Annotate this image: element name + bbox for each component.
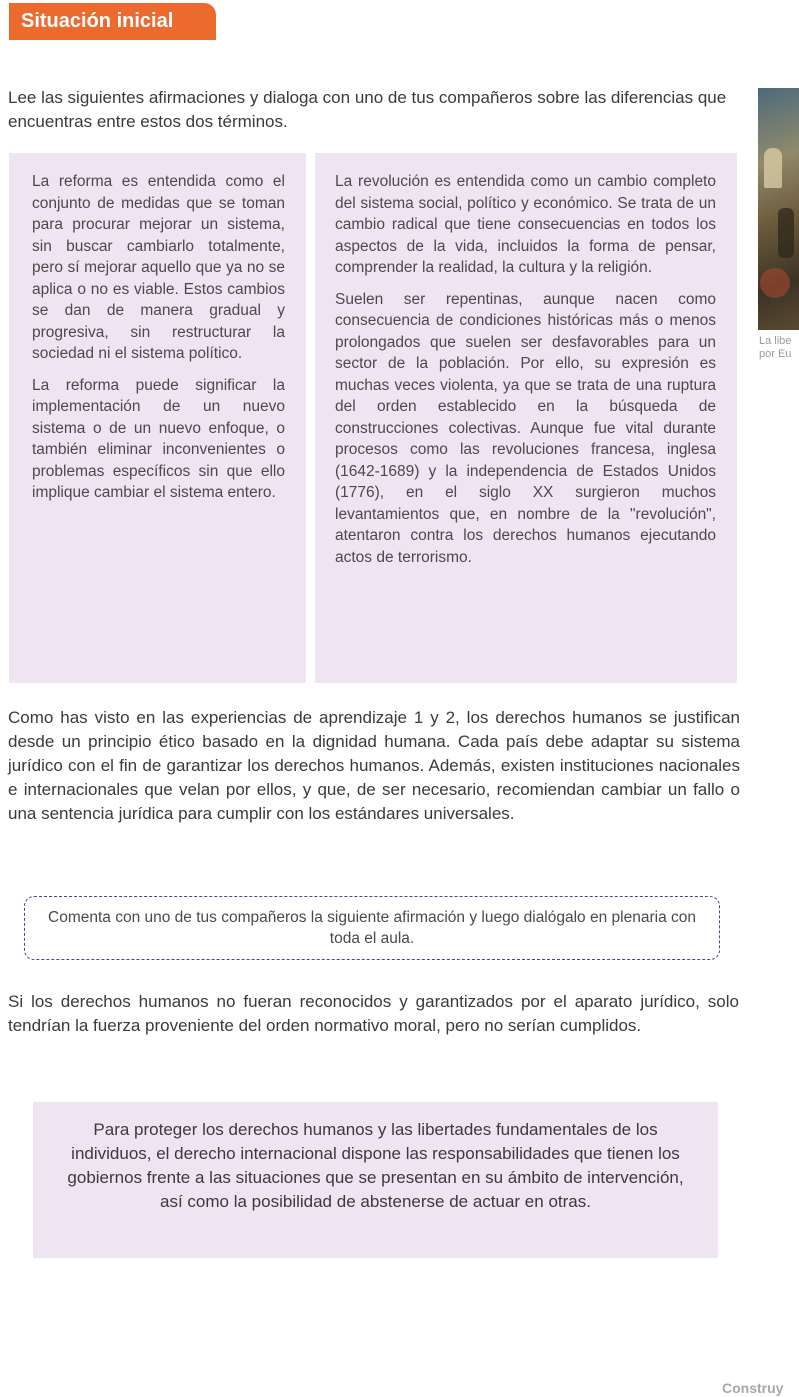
intro-paragraph: Lee las siguientes afirmaciones y dialoga con uno de tus compañeros sobre las diferencias que encuentras entre estos dos términos.	[8, 88, 727, 131]
activity-prompt-text: Comenta con uno de tus compañeros la siguiente afirmación y luego dialógalo en plenaria con toda el aula.	[48, 909, 696, 947]
highlight-box	[33, 1102, 718, 1258]
painting-image	[758, 88, 799, 330]
reforma-paragraph-2: La reforma puede significar la implementación de un nuevo sistema o de un nuevo enfoque, o también eliminar inconvenientes o problemas específicos sin que ello implique cambiar el sistema entero.	[32, 376, 285, 501]
revolucion-definition-box	[315, 153, 737, 683]
painting-figure	[760, 268, 790, 298]
reforma-paragraph-1: La reforma es entendida como el conjunto de medidas que se toman para procurar mejorar un sistema, sin buscar cambiarlo totalmente, pero sí mejorar aquello que ya no se aplica o no es viable. Estos cambios se dan de manera gradual y progresiva, sin restructurar la sociedad ni el sistema político.	[32, 173, 285, 362]
body-paragraph: Como has visto en las experiencias de aprendizaje 1 y 2, los derechos humanos se justifican desde un principio ético basado en la dignidad humana. Cada país debe adaptar su sistema jurídico con el fin de garantizar los derechos humanos. Además, existen instituciones nacionales e internacionales que velan por ellos, y que, de ser necesario, recomiendan cambiar un fallo o una sentencia jurídica para cumplir con los estándares universales.	[8, 708, 740, 823]
image-caption-line: La libe	[759, 335, 792, 347]
footer-label: Construy	[722, 1380, 784, 1396]
highlight-text: Para proteger los derechos humanos y las libertades fundamentales de los individuos, el derecho internacional dispone las responsabilidades que tienen los gobiernos frente a las situaciones que se presentan en su ámbito de intervención, así como la posibilidad de abstenerse de actuar en otras.	[67, 1120, 684, 1211]
section-title: Situación inicial	[9, 3, 216, 40]
revolucion-paragraph-2: Suelen ser repentinas, aunque nacen como consecuencia de condiciones históricas más o menos prolongados que suelen ser desfavorables para un sector de la población. Por ello, su expresión es muchas veces violenta, ya que se trata de una ruptura del orden establecido en la búsqueda de construcciones colectivas. Aunque fue vital durante procesos como las revoluciones francesa, inglesa (1642-1689) y la independencia de Estados Unidos (1776), en el siglo XX surgieron muchos levantamientos que, en nombre de la "revolución", atentaron contra los derechos humanos ejecutando actos de terrorismo.	[335, 290, 716, 566]
activity-prompt-box	[24, 896, 720, 960]
painting-figure	[778, 208, 794, 258]
statement-paragraph: Si los derechos humanos no fueran reconocidos y garantizados por el aparato jurídico, solo tendrían la fuerza proveniente del orden normativo moral, pero no serían cumplidos.	[8, 992, 739, 1035]
painting-figure	[764, 148, 782, 188]
image-caption-line: por Eu	[759, 348, 792, 360]
revolucion-paragraph-1: La revolución es entendida como un cambio completo del sistema social, político y económico. Se trata de un cambio radical que tiene consecuencias en todos los aspectos de la vida, incluidos la forma de pensar, comprender la realidad, la cultura y la religión.	[335, 173, 716, 276]
reforma-definition-box	[9, 153, 306, 683]
image-caption	[759, 335, 799, 361]
